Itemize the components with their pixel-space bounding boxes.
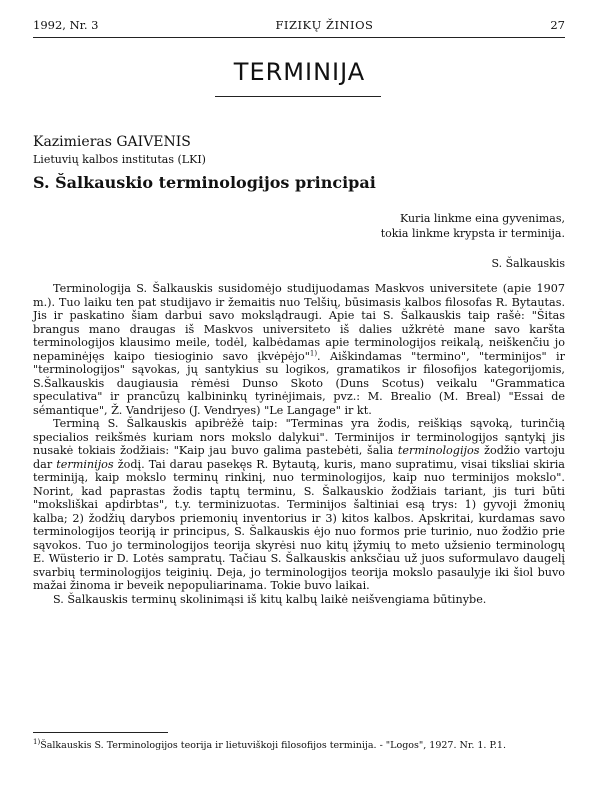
section-title: TERMINIJA [233, 58, 366, 86]
author-affiliation: Lietuvių kalbos institutas (LKI) [33, 153, 206, 166]
paragraph-text: Terminą S. Šalkauskis apibrėžė taip: "Terminas yra žodis, reiškiąs sąvoką, turinčią specialios reikšmės kuriam nors mokslo dalykui". Terminijos ir terminologijos sąntykį jis nusakė tokiais žodžiais: "Kaip jau buvo galima pastebėti, šalia [33, 417, 565, 457]
emphasis-term: terminologijos [397, 444, 480, 457]
paragraph-text: žodį. Tai darau pasekęs R. Bytautą, kuris, mano supratimu, visai tiksliai skiria terminiją, kaip mokslo terminų rinkinį, nuo terminologijos, kaip nuo terminijos mokslo". Norint, kad paprastas žodis taptų terminu, S. Šalkauskio žodžiais tariant, jis turi būti "moksliškai apdirbtas", t.y. terminizuotas. Terminijos šaltiniai esą trys: 1) gyvoji žmonių kalba; 2) žodžių darybos priemonių inventorius ir 3) kitos kalbos. Apskritai, kurdamas savo terminologijos teoriją ir principus, S. Šalkauskis ėjo nuo formos prie turinio, nuo žodžio prie sąvokos. Tuo jo terminologijos teorija skyrėsi nuo kitų įžymių to meto užsienio terminologų E. Wüsterio ir D. Lotės sampratų. Tačiau S. Šalkauskis anksčiau už juos suformulavo daugelį svarbių terminologijos teiginių. Deja, jo terminologijos teorija mokslo pasaulyje iki šiol buvo mažai žinoma ir beveik nepopuliarinama. Tokie buvo laikai. [33, 457, 565, 592]
article-body [33, 282, 565, 606]
paragraph-text: . Aiškindamas "termino", "terminijos" ir "terminologijos" sąvokas, jų santykius su logikos, gramatikos ir filosofijos kategorijomis, S.Šalkauskis daugiausia rėmėsi Dunso Skoto (Duns Scotus) veikalu "Grammatica speculativa" ir prancūzų kalbininkų tyrinėjimais, pvz.: M. Brealio (M. Breal) "Essai de sémantique", Ž. Vandrijeso (J. Vendryes) "Le Langage" ir kt. [33, 349, 565, 417]
issue-label: 1992, Nr. 3 [33, 18, 99, 32]
footnote-marker: 1) [33, 737, 41, 746]
epigraph-author: S. Šalkauskis [491, 257, 565, 270]
footnote-reference: 1) [309, 348, 318, 357]
epigraph-line: tokia linkme krypsta ir terminija. [380, 227, 565, 240]
epigraph [305, 211, 565, 241]
emphasis-term: terminijos [56, 457, 114, 471]
epigraph-line: Kuria linkme eina gyvenimas, [400, 212, 565, 225]
footnote-text: Šalkauskis S. Terminologijos teorija ir lietuviškoji filosofijos terminija. - "Logos", 1927. Nr. 1. P.1. [40, 740, 506, 751]
paragraph-text: Terminologija S. Šalkauskis susidomėjo studijuodamas Maskvos universitete (apie 1907 m.). Tuo laiku ten pat studijavo ir žemaitis nuo Telšių, būsimasis kalbos filosofas R. Bytautas. Jis ir paskatino šiam darbui savo mokslądraugi. Apie tai S. Šalkauskis taip rašė: "Šitas brangus mano draugas iš Maskvos universiteto iš dalies užkrėtė mane savo karšta terminologijos klausimo meile, todėl, kalbėdamas apie terminologijos reikalą, neiškenčiu jo nepaminėjęs kaipo tiesioginio savo įkvėpėjo" [33, 282, 565, 363]
paragraph [33, 282, 565, 417]
paragraph: S. Šalkauskis terminų skolinimąsi iš kitų kalbų laikė neišvengiama būtinybe. [53, 592, 487, 606]
footnote-divider [33, 732, 168, 733]
footnote [33, 737, 565, 752]
page-number: 27 [550, 18, 565, 32]
article-title: S. Šalkauskio terminologijos principai [33, 173, 376, 192]
running-header [33, 18, 565, 38]
author-name: Kazimieras GAIVENIS [33, 134, 191, 150]
paragraph [33, 417, 565, 593]
paragraph-text: žodžio vartoju dar [33, 444, 565, 471]
title-underline [215, 96, 381, 97]
journal-name: FIZIKŲ ŽINIOS [275, 18, 374, 32]
